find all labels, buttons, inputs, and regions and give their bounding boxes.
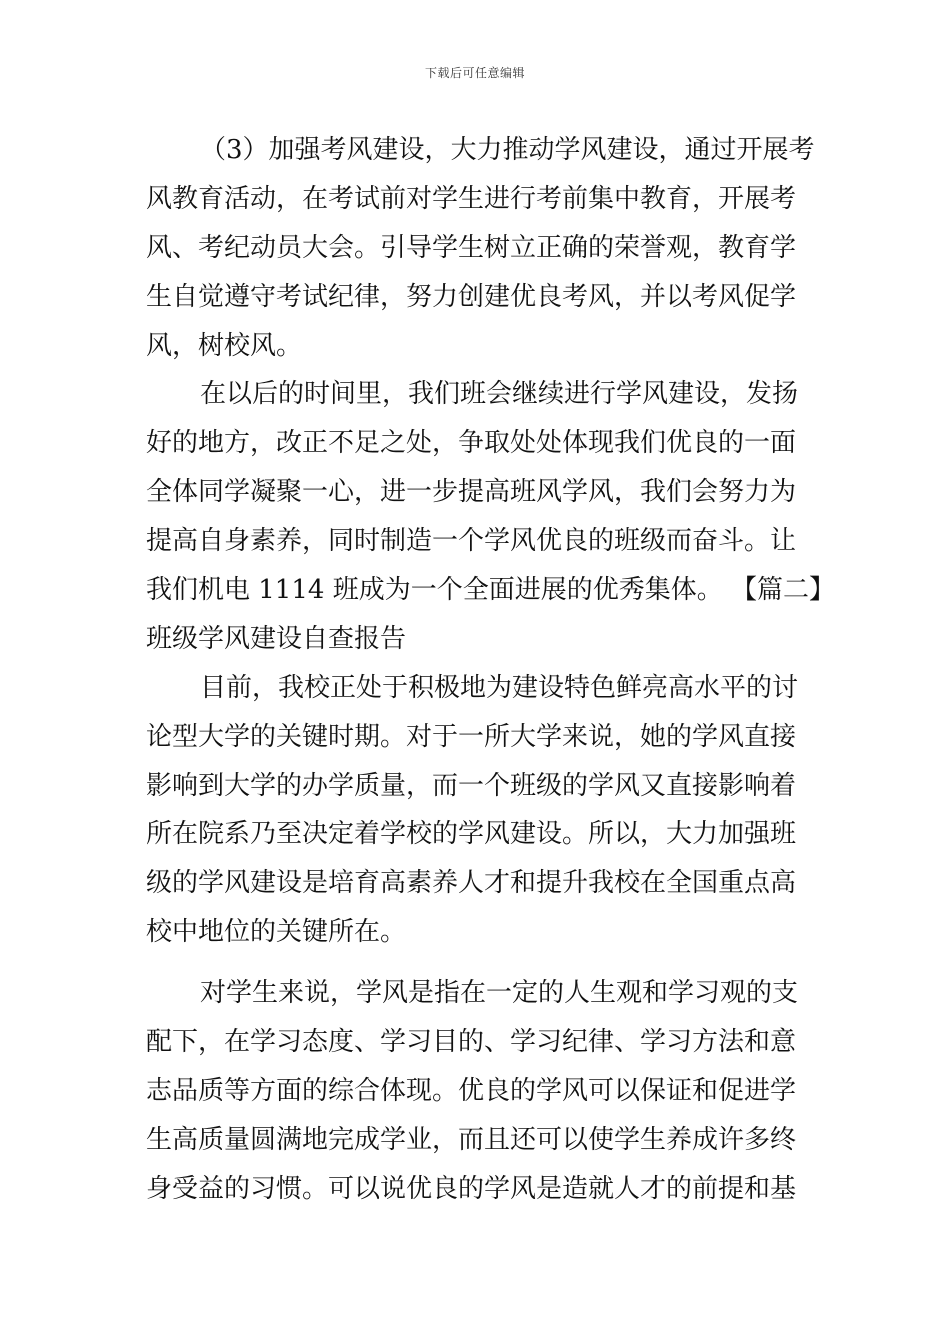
text-line: 在以后的时间里，我们班会继续进行学风建设，发扬 [200,379,799,410]
text-line: 志品质等方面的综合体现。优良的学风可以保证和促进学 [146,1075,797,1106]
text-line: 校中地位的关键所在。 [146,917,407,948]
text-line: 生自觉遵守考试纪律，努力创建优良考风，并以考风促学 [146,281,797,312]
text-line: 影响到大学的办学质量，而一个班级的学风又直接影响着 [146,770,797,801]
paragraph-gap [146,957,810,969]
text-line: 风教育活动，在考试前对学生进行考前集中教育，开展考 [146,183,797,214]
text-line: 提高自身素养，同时制造一个学风优良的班级而奋斗。让 [146,526,797,557]
text-line: （3）加强考风建设，大力推动学风建设，通过开展考 [200,135,815,165]
text-line: 级的学风建设是培育高素养人才和提升我校在全国重点高 [146,868,797,899]
paragraph-3 [146,664,810,957]
text-line: 对学生来说，学风是指在一定的人生观和学习观的支 [200,978,799,1009]
paragraph-1 [146,126,815,370]
text-line: 身受益的习惯。可以说优良的学风是造就人才的前提和基 [146,1173,797,1204]
text-line: 所在院系乃至决定着学校的学风建设。所以，大力加强班 [146,819,797,850]
text-line: 全体同学凝聚一心，进一步提高班风学风，我们会努力为 [146,477,797,508]
section-title-line: 班级学风建设自查报告 [146,623,407,654]
text-line: 好的地方，改正不足之处，争取处处体现我们优良的一面 [146,428,797,459]
text-line: 生高质量圆满地完成学业，而且还可以使学生养成许多终 [146,1124,797,1155]
text-line: 风，树校风。 [146,330,303,361]
paragraph-2 [146,370,835,663]
paragraph-4 [146,969,810,1213]
text-line: 风、考纪动员大会。引导学生树立正确的荣誉观，教育学 [146,232,797,263]
document-body [146,126,835,1214]
text-line: 目前，我校正处于积极地为建设特色鲜亮高水平的讨 [200,672,799,703]
page-header: 下载后可任意编辑 [424,66,525,80]
text-line: 配下，在学习态度、学习目的、学习纪律、学习方法和意 [146,1027,797,1058]
text-line: 我们机电 1114 班成为一个全面进展的优秀集体。 【篇二】 [146,575,835,606]
text-line: 论型大学的关键时期。对于一所大学来说，她的学风直接 [146,721,797,752]
